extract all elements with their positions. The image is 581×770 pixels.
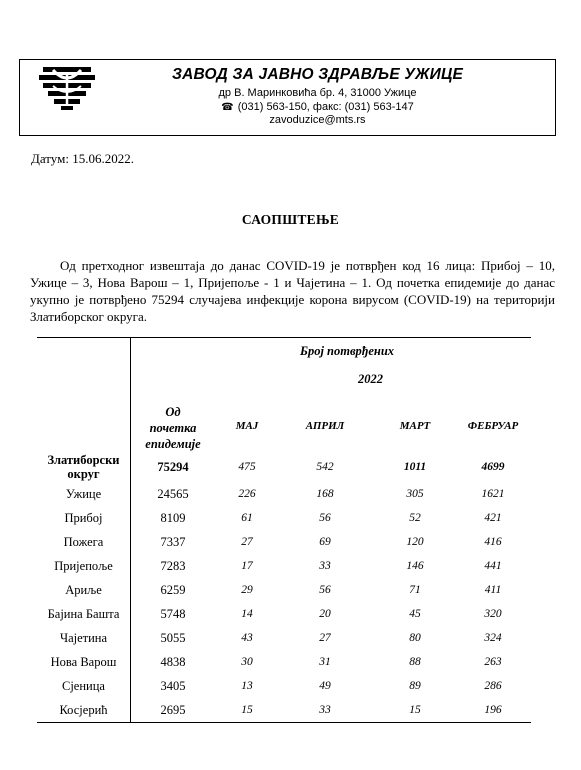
region-cell: Сјеница <box>62 679 105 693</box>
april-cell: 56 <box>319 512 331 524</box>
announcement-text: Од претходног извештаја до данас COVID-19 је потврђен код 16 лица: Прибој – 10, Ужице – 3, Нова Варош – 1, Пријепоље - 1 и Чајетина – 1. Од почетка епидемије до данас укупно је потврђено 75294 случајева инфекције корона вирусом (COVID-19) на територији Златиборског округа. <box>30 258 555 324</box>
total-row-may: 475 <box>238 461 256 473</box>
since-header-line: Од <box>165 405 181 419</box>
total-row-february: 4699 <box>481 461 505 473</box>
march-cell: 120 <box>406 536 424 548</box>
april-cell: 168 <box>316 488 334 500</box>
region-cell: Пријепоље <box>54 559 113 573</box>
total-cell: 8109 <box>160 511 186 525</box>
february-cell: 263 <box>484 656 502 668</box>
since-header-line: почетка <box>149 421 197 435</box>
table-column-divider <box>130 337 131 723</box>
march-cell: 45 <box>409 608 421 620</box>
may-cell: 43 <box>241 632 253 644</box>
total-cell: 4838 <box>160 655 186 669</box>
march-cell: 52 <box>409 512 421 524</box>
april-cell: 27 <box>319 632 331 644</box>
march-cell: 15 <box>409 704 421 716</box>
month-header-april: АПРИЛ <box>305 420 345 432</box>
may-cell: 15 <box>241 704 253 716</box>
region-cell: Прибој <box>64 511 103 525</box>
total-cell: 6259 <box>160 583 186 597</box>
org-address: др В. Маринковића бр. 4, 31000 Ужице <box>218 87 417 99</box>
total-cell: 3405 <box>160 679 186 693</box>
april-cell: 31 <box>319 656 331 668</box>
region-cell: Ужице <box>65 487 102 501</box>
telephone-icon: ☎ <box>221 102 234 113</box>
region-cell: Нова Варош <box>50 655 117 669</box>
since-epidemic-header <box>135 404 211 452</box>
table-bottom-rule <box>37 722 531 723</box>
org-phone: (031) 563-150, факс: (031) 563-147 <box>237 101 414 113</box>
april-cell: 69 <box>319 536 331 548</box>
march-cell: 89 <box>409 680 421 692</box>
region-cell: Чајетина <box>59 631 108 645</box>
total-cell: 7337 <box>160 535 186 549</box>
total-row-region <box>37 453 130 481</box>
april-cell: 33 <box>319 704 331 716</box>
region-cell: Ариље <box>65 583 102 597</box>
may-cell: 226 <box>238 488 256 500</box>
since-header-line: епидемије <box>145 437 201 451</box>
year-header: 2022 <box>358 372 383 386</box>
total-row-total: 75294 <box>157 460 189 474</box>
letterhead <box>19 59 556 136</box>
april-cell: 49 <box>319 680 331 692</box>
april-cell: 33 <box>319 560 331 572</box>
april-cell: 56 <box>319 584 331 596</box>
total-row-march: 1011 <box>403 461 427 473</box>
february-cell: 421 <box>484 512 502 524</box>
march-cell: 71 <box>409 584 421 596</box>
april-cell: 20 <box>319 608 331 620</box>
total-cell: 7283 <box>160 559 186 573</box>
may-cell: 14 <box>241 608 253 620</box>
org-email: zavoduzice@mts.rs <box>269 114 366 126</box>
february-cell: 1621 <box>481 488 505 500</box>
region-cell: Косјерић <box>59 703 108 717</box>
february-cell: 411 <box>484 584 502 596</box>
document-date: Датум: 15.06.2022. <box>31 151 134 166</box>
total-cell: 2695 <box>160 703 186 717</box>
region-cell: Бајина Башта <box>47 607 120 621</box>
month-header-february: ФЕБРУАР <box>467 420 519 432</box>
may-cell: 61 <box>241 512 253 524</box>
february-cell: 416 <box>484 536 502 548</box>
may-cell: 27 <box>241 536 253 548</box>
month-header-march: МАРТ <box>399 420 431 432</box>
february-cell: 286 <box>484 680 502 692</box>
group-header: Број потврђених <box>300 344 395 358</box>
region-cell: Пожега <box>63 535 104 549</box>
may-cell: 17 <box>241 560 253 572</box>
march-cell: 305 <box>406 488 424 500</box>
total-region-line: Златиборски <box>47 453 120 467</box>
org-name: ЗАВОД ЗА ЈАВНО ЗДРАВЉЕ УЖИЦЕ <box>171 66 464 83</box>
february-cell: 196 <box>484 704 502 716</box>
may-cell: 13 <box>241 680 253 692</box>
total-row-april: 542 <box>316 461 334 473</box>
february-cell: 320 <box>484 608 502 620</box>
march-cell: 88 <box>409 656 421 668</box>
total-cell: 24565 <box>157 487 189 501</box>
february-cell: 324 <box>484 632 502 644</box>
march-cell: 146 <box>406 560 424 572</box>
total-cell: 5055 <box>160 631 186 645</box>
march-cell: 80 <box>409 632 421 644</box>
february-cell: 441 <box>484 560 502 572</box>
month-header-may: МАЈ <box>235 420 259 432</box>
table-top-rule <box>37 337 531 338</box>
total-cell: 5748 <box>160 607 186 621</box>
total-region-line: округ <box>67 467 100 481</box>
may-cell: 30 <box>241 656 253 668</box>
org-phone-line <box>20 101 555 113</box>
document-title: САОПШТЕЊЕ <box>241 212 340 227</box>
may-cell: 29 <box>241 584 253 596</box>
